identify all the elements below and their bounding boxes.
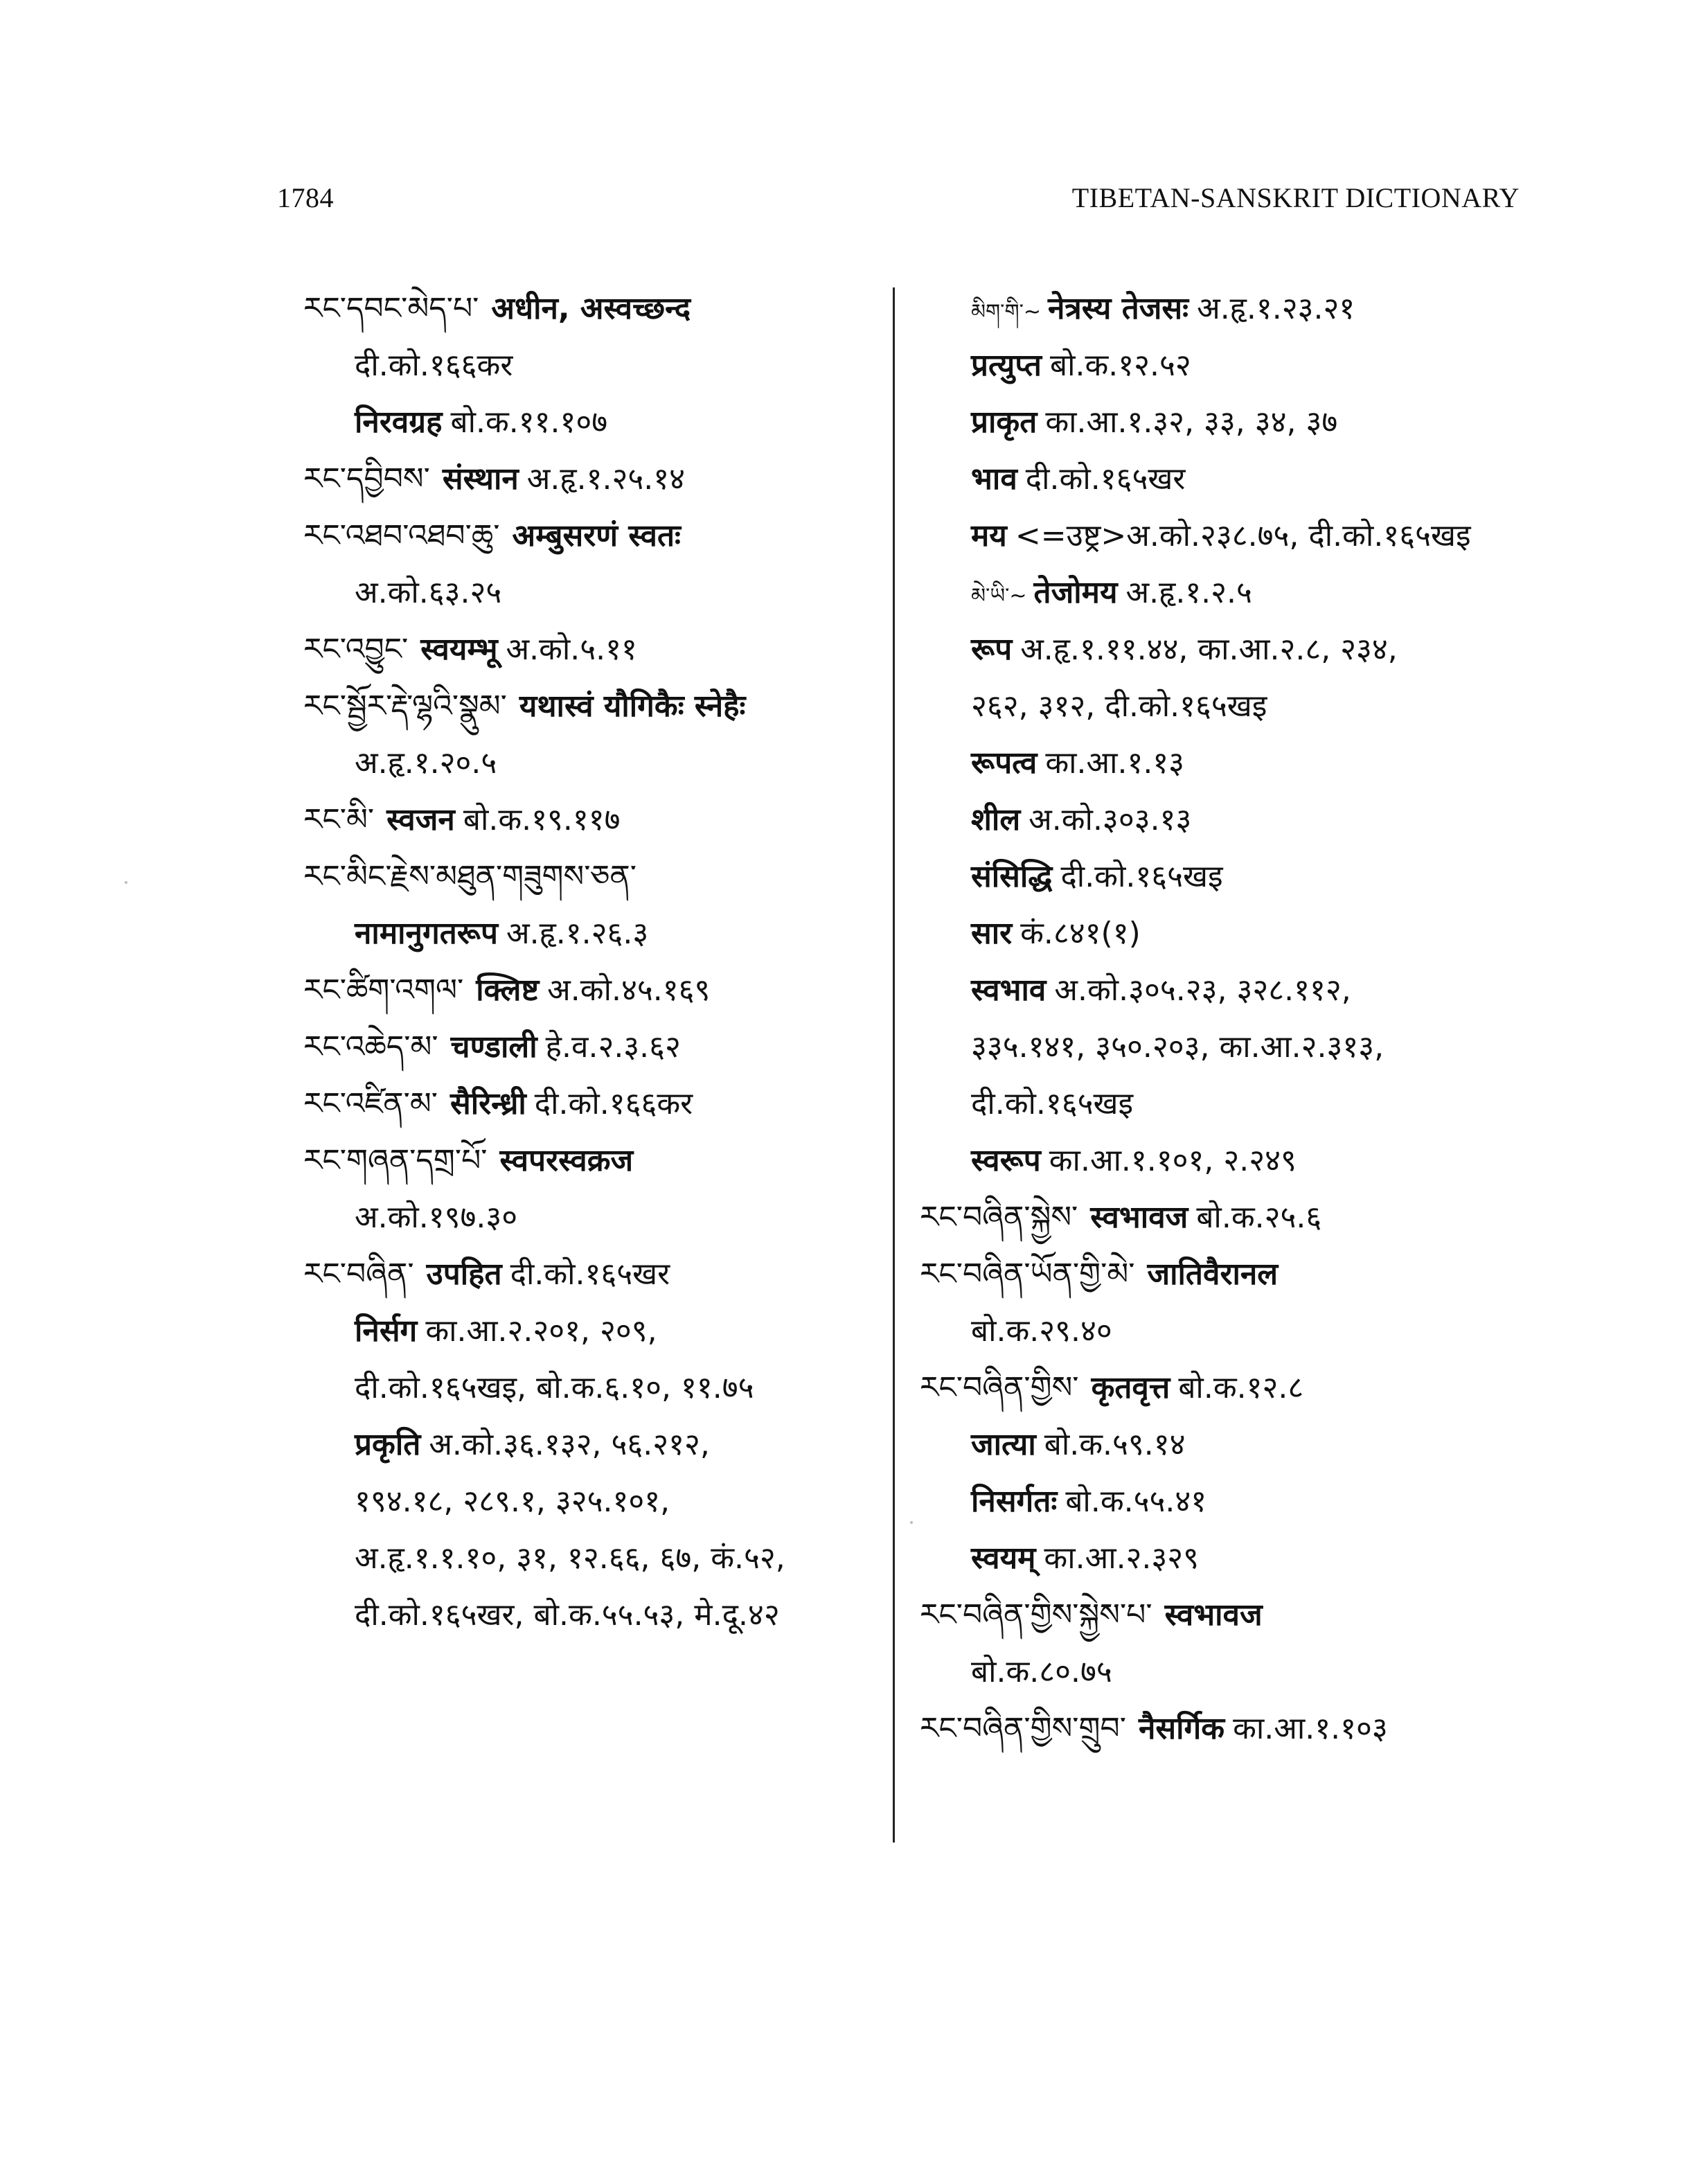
sanskrit-equivalent: निसर्गतः — [971, 1484, 1058, 1519]
source-reference: बो.क.२५.६ — [1196, 1200, 1322, 1235]
dictionary-line — [303, 394, 899, 451]
sanskrit-equivalent: प्रत्युप्त — [971, 348, 1042, 383]
scan-speck — [125, 881, 127, 884]
source-reference: अ.हृ.१.२६.३ — [506, 916, 649, 951]
sanskrit-equivalent: नेत्रस्य तेजसः — [1048, 291, 1189, 326]
dictionary-line — [303, 1303, 899, 1360]
tibetan-headword: རང་མིང་རྗེས་མཐུན་གཟུགས་ཅན་ — [303, 859, 637, 894]
dictionary-line — [303, 849, 899, 905]
dictionary-line — [920, 849, 1543, 905]
dictionary-line — [920, 337, 1543, 394]
tibetan-headword: རང་བཞིན་སྐྱེས་ — [920, 1200, 1078, 1235]
source-reference: अ.को.३०५.२३, ३२८.११२, — [1054, 973, 1351, 1008]
tibetan-headword: མིག་གི་~ — [971, 300, 1042, 324]
source-reference: कं.८४१(१) — [1020, 916, 1141, 951]
sanskrit-equivalent: भाव — [971, 461, 1017, 497]
sanskrit-equivalent: प्राकृत — [971, 405, 1037, 440]
source-reference: अ.हृ.१.१.१०, ३१, १२.६६, ६७, कं.५२, — [355, 1541, 785, 1576]
dictionary-line — [920, 281, 1543, 337]
dictionary-line — [920, 792, 1543, 849]
dictionary-line — [920, 735, 1543, 792]
dictionary-line — [920, 1019, 1543, 1076]
source-reference: दी.को.१६६कर — [355, 348, 513, 383]
sanskrit-equivalent: क्लिष्ट — [476, 973, 540, 1008]
tibetan-headword: རང་འཆེད་མ་ — [303, 1029, 438, 1065]
sanskrit-equivalent: यथास्वं यौगिकैः स्नेहैः — [519, 689, 746, 724]
source-reference: का.आ.१.१३ — [1045, 745, 1185, 781]
source-reference: दी.को.१६५खइ — [971, 1086, 1134, 1121]
dictionary-line — [303, 1473, 899, 1530]
dictionary-line — [303, 1360, 899, 1417]
dictionary-line — [303, 1587, 899, 1644]
scan-speck — [910, 1521, 913, 1524]
tibetan-headword: རང་གཞན་དགྲ་པོ་ — [303, 1143, 488, 1178]
source-reference: दी.को.१६५खइ, बो.क.६.१०, ११.७५ — [355, 1370, 754, 1405]
sanskrit-equivalent: नामानुगतरूप — [355, 916, 498, 951]
source-reference: का.आ.२.२०१, २०९, — [425, 1313, 657, 1349]
sanskrit-equivalent: सार — [971, 916, 1013, 951]
sanskrit-equivalent: स्वभावज — [1164, 1597, 1263, 1633]
source-reference: अ.हृ.१.२.५ — [1125, 575, 1252, 610]
dictionary-line — [920, 1133, 1543, 1189]
source-reference: बो.क.५५.४१ — [1065, 1484, 1207, 1519]
dictionary-line — [303, 337, 899, 394]
source-reference: बो.क.१२.८ — [1178, 1370, 1304, 1405]
tibetan-headword: རང་བཞིན་ — [303, 1257, 414, 1292]
dictionary-line — [303, 451, 899, 508]
dictionary-line — [920, 1644, 1543, 1701]
sanskrit-equivalent: शील — [971, 802, 1021, 837]
sanskrit-equivalent: प्रकृति — [355, 1427, 421, 1462]
source-reference: १९४.१८, २८९.१, ३२५.१०१, — [355, 1484, 670, 1519]
tibetan-headword: རང་ཚིག་འགལ་ — [303, 973, 464, 1008]
sanskrit-equivalent: स्वभावज — [1090, 1200, 1188, 1235]
source-reference: अ.को.४५.१६९ — [547, 973, 711, 1008]
dictionary-line — [920, 565, 1543, 621]
sanskrit-equivalent: सैरिन्ध्री — [450, 1086, 526, 1121]
tibetan-headword: རང་བཞིན་གྱིས་སྐྱེས་པ་ — [920, 1597, 1152, 1633]
sanskrit-equivalent: संसिद्धि — [971, 859, 1053, 894]
source-reference: का.आ.१.३२, ३३, ३४, ३७ — [1045, 405, 1338, 440]
dictionary-line — [920, 678, 1543, 735]
source-reference: अ.को.१९७.३० — [355, 1200, 518, 1235]
dictionary-line — [303, 1133, 899, 1189]
source-reference: २६२, ३१२, दी.को.१६५खइ — [971, 689, 1267, 724]
source-reference: दी.को.१६५खर — [1025, 461, 1186, 497]
sanskrit-equivalent: तेजोमय — [1033, 575, 1118, 610]
tibetan-headword: རང་མི་ — [303, 802, 375, 837]
source-reference: का.आ.१.१०१, २.२४९ — [1049, 1143, 1297, 1178]
dictionary-line — [303, 1417, 899, 1473]
source-reference: अ.हृ.१.२५.१४ — [526, 461, 685, 497]
dictionary-line — [303, 508, 899, 565]
dictionary-line — [303, 621, 899, 678]
source-reference: अ.हृ.१.२३.२१ — [1197, 291, 1355, 326]
source-reference: का.आ.२.३२९ — [1044, 1541, 1200, 1576]
sanskrit-equivalent: अम्बुसरणं स्वतः — [512, 518, 681, 553]
source-reference: अ.को.३६.१३२, ५६.२१२, — [429, 1427, 710, 1462]
dictionary-line — [920, 508, 1543, 565]
sanskrit-equivalent: जातिवैरानल — [1147, 1257, 1279, 1292]
source-reference: अ.हृ.१.११.४४, का.आ.२.८, २३४, — [1020, 632, 1398, 667]
sanskrit-equivalent: स्वरूप — [971, 1143, 1041, 1178]
sanskrit-equivalent: संस्थान — [442, 461, 519, 497]
source-reference: का.आ.१.१०३ — [1233, 1711, 1388, 1746]
tibetan-headword: རང་འཛིན་མ་ — [303, 1086, 438, 1121]
source-reference: दी.को.१६५खर — [510, 1257, 670, 1292]
source-reference: अ.को.३०३.१३ — [1028, 802, 1192, 837]
sanskrit-equivalent: नैसर्गिक — [1138, 1711, 1225, 1746]
running-title: TIBETAN-SANSKRIT DICTIONARY — [1071, 182, 1520, 213]
dictionary-line — [920, 1701, 1543, 1757]
source-reference: दी.को.१६५खइ — [1060, 859, 1223, 894]
dictionary-line — [920, 1189, 1543, 1246]
dictionary-line — [920, 1587, 1543, 1644]
dictionary-line — [303, 281, 899, 337]
source-reference: बो.क.२९.४० — [971, 1313, 1112, 1349]
dictionary-line — [920, 394, 1543, 451]
sanskrit-equivalent: स्वपरस्वक्रज — [499, 1143, 634, 1178]
tibetan-headword: རང་བཞིན་གྱིས་ — [920, 1370, 1079, 1405]
source-reference: बो.क.११.१०७ — [450, 405, 608, 440]
tibetan-headword: རང་བཞིན་གྱིས་གྲུབ་ — [920, 1711, 1126, 1746]
page-number: 1784 — [277, 182, 334, 213]
sanskrit-equivalent: निरवग्रह — [355, 405, 443, 440]
column-divider — [893, 287, 895, 1843]
dictionary-line — [303, 678, 899, 735]
right-column — [920, 281, 1543, 1757]
sanskrit-equivalent: अधीन, अस्वच्छन्द — [491, 291, 691, 326]
tibetan-headword: རང་འབྱུང་ — [303, 632, 409, 667]
dictionary-line — [920, 1303, 1543, 1360]
sanskrit-equivalent: चण्डाली — [450, 1029, 537, 1065]
dictionary-line — [920, 621, 1543, 678]
dictionary-line — [920, 1076, 1543, 1133]
source-reference: बो.क.५९.१४ — [1044, 1427, 1186, 1462]
dictionary-line — [303, 905, 899, 962]
dictionary-line — [920, 1473, 1543, 1530]
sanskrit-equivalent: स्वभाव — [971, 973, 1047, 1008]
source-reference: अ.हृ.१.२०.५ — [355, 745, 497, 781]
tibetan-headword: རང་དབང་མེད་པ་ — [303, 291, 479, 326]
dictionary-line — [920, 1530, 1543, 1587]
sanskrit-equivalent: जात्या — [971, 1427, 1036, 1462]
source-reference: बो.क.८०.७५ — [971, 1654, 1112, 1689]
dictionary-line — [303, 962, 899, 1019]
dictionary-line — [303, 735, 899, 792]
sanskrit-equivalent: उपहित — [426, 1257, 502, 1292]
tibetan-headword: རང་དབྱིབས་ — [303, 461, 430, 497]
dictionary-line — [920, 451, 1543, 508]
sanskrit-equivalent: रूप — [971, 632, 1013, 667]
sanskrit-equivalent: मय — [971, 518, 1007, 553]
dictionary-line — [303, 792, 899, 849]
source-reference: बो.क.१२.५२ — [1049, 348, 1191, 383]
dictionary-line — [303, 565, 899, 621]
tibetan-headword: རང་འཐབ་འཐབ་ཆུ་ — [303, 518, 500, 553]
dictionary-line — [303, 1189, 899, 1246]
sanskrit-equivalent: स्वजन — [386, 802, 455, 837]
sanskrit-equivalent: कृतवृत्त — [1091, 1370, 1170, 1405]
source-reference: ३३५.१४१, ३५०.२०३, का.आ.२.३१३, — [971, 1029, 1384, 1065]
dictionary-line — [303, 1076, 899, 1133]
source-reference: अ.को.६३.२५ — [355, 575, 502, 610]
source-reference: दी.को.१६६कर — [534, 1086, 693, 1121]
source-reference: हे.व.२.३.६२ — [545, 1029, 681, 1065]
source-reference: <=उष्ट्र>अ.को.२३८.७५, दी.को.१६५खइ — [1015, 518, 1471, 553]
sanskrit-equivalent: स्वयम् — [971, 1541, 1036, 1576]
source-reference: अ.को.५.११ — [506, 632, 637, 667]
tibetan-headword: མེ་ཡི་~ — [971, 584, 1027, 608]
sanskrit-equivalent: रूपत्व — [971, 745, 1037, 781]
source-reference: दी.को.१६५खर, बो.क.५५.५३, मे.दू.४२ — [355, 1597, 780, 1633]
dictionary-line — [303, 1019, 899, 1076]
dictionary-line — [303, 1530, 899, 1587]
dictionary-line — [920, 1246, 1543, 1303]
dictionary-line — [920, 905, 1543, 962]
dictionary-line — [303, 1246, 899, 1303]
source-reference: बो.क.१९.११७ — [463, 802, 621, 837]
sanskrit-equivalent: स्वयम्भू — [420, 632, 498, 667]
tibetan-headword: རང་བཞིན་ཡོན་གྱི་མེ་ — [920, 1257, 1135, 1292]
left-column — [303, 281, 899, 1644]
dictionary-line — [920, 962, 1543, 1019]
tibetan-headword: རང་སྦྱོར་རྡེ་ལྷའི་སྣུམ་ — [303, 689, 507, 724]
dictionary-line — [920, 1417, 1543, 1473]
sanskrit-equivalent: निर्सग — [355, 1313, 418, 1349]
dictionary-line — [920, 1360, 1543, 1417]
